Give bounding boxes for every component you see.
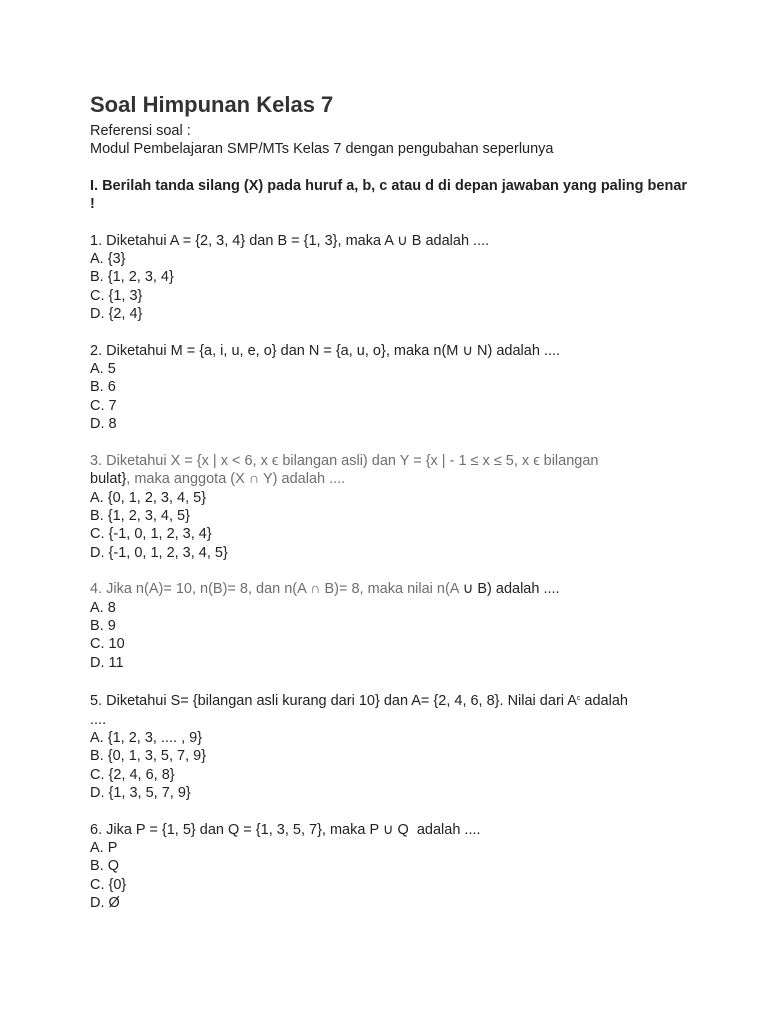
- option-d: D. 11: [90, 654, 124, 671]
- question-5: [90, 690, 690, 802]
- option-c: C. {-1, 0, 1, 2, 3, 4}: [90, 526, 212, 543]
- question-text-part: ....: [90, 711, 107, 728]
- question-text: [90, 690, 690, 729]
- question-3: [90, 452, 690, 562]
- option-a: A. 5: [90, 361, 116, 378]
- complement-superscript: c: [576, 695, 581, 703]
- option-c: C. {1, 3}: [90, 287, 143, 304]
- option-c: C. {2, 4, 6, 8}: [90, 766, 175, 783]
- option-d: D. Ø: [90, 895, 120, 912]
- option-b: B. Q: [90, 858, 120, 875]
- question-6: [90, 821, 690, 913]
- option-a: A. 8: [90, 599, 116, 616]
- question-4: [90, 580, 690, 672]
- option-b: B. {1, 2, 3, 4, 5}: [90, 507, 190, 524]
- option-b: B. {1, 2, 3, 4}: [90, 269, 174, 286]
- document-content: [90, 92, 690, 913]
- instruction-text: I. Berilah tanda silang (X) pada huruf a, b, c atau d di depan jawaban yang paling benar !: [90, 177, 688, 213]
- option-c: C. 10: [90, 636, 125, 653]
- option-a: A. P: [90, 840, 118, 856]
- option-d: D. {-1, 0, 1, 2, 3, 4, 5}: [90, 544, 228, 561]
- option-b: B. {0, 1, 3, 5, 7, 9}: [90, 748, 207, 765]
- question-text-part: , maka anggota (X ∩ Y) adalah ....: [126, 471, 346, 488]
- question-text: 2. Diketahui M = {a, i, u, e, o} dan N = {a, u, o}, maka n(M ∪ N) adalah ....: [90, 342, 561, 359]
- option-a: A. {0, 1, 2, 3, 4, 5}: [90, 489, 207, 506]
- question-text: 1. Diketahui A = {2, 3, 4} dan B = {1, 3}, maka A ∪ B adalah ....: [90, 232, 490, 249]
- option-d: D. 8: [90, 416, 117, 433]
- question-text-part: 5. Diketahui S= {bilangan asli kurang dari 10} dan A= {2, 4, 6, 8}. Nilai dari A: [90, 693, 577, 710]
- option-a: A. {1, 2, 3, .... , 9}: [90, 729, 203, 746]
- question-text-part: adalah: [580, 693, 628, 710]
- option-a: A. {3}: [90, 251, 126, 268]
- question-text-part: bulat}: [90, 471, 127, 488]
- question-text: 6. Jika P = {1, 5} dan Q = {1, 3, 5, 7}, maka P ∪ Q adalah ....: [90, 821, 481, 838]
- option-b: B. 6: [90, 379, 116, 396]
- question-text-part: 3. Diketahui X = {x | x < 6, x ϵ bilangan asli) dan Y = {x | - 1 ≤ x ≤ 5, x ϵ bilangan: [90, 452, 599, 469]
- question-1: [90, 232, 690, 324]
- reference-label: Referensi soal :: [90, 123, 191, 139]
- page-title: Soal Himpunan Kelas 7: [90, 92, 334, 117]
- option-d: D. {2, 4}: [90, 306, 143, 323]
- question-text-part: ∪ B) adalah ....: [462, 581, 560, 598]
- question-text: [90, 580, 690, 598]
- option-c: C. 7: [90, 397, 117, 414]
- option-c: C. {0}: [90, 876, 127, 893]
- question-text-part: 4. Jika n(A)= 10, n(B)= 8, dan n(A ∩ B)= 8, maka nilai n(A: [90, 581, 463, 598]
- reference-source: Modul Pembelajaran SMP/MTs Kelas 7 dengan pengubahan seperlunya: [90, 141, 554, 158]
- option-d: D. {1, 3, 5, 7, 9}: [90, 785, 191, 802]
- question-text: [90, 452, 690, 489]
- option-b: B. 9: [90, 617, 116, 634]
- question-2: [90, 342, 690, 434]
